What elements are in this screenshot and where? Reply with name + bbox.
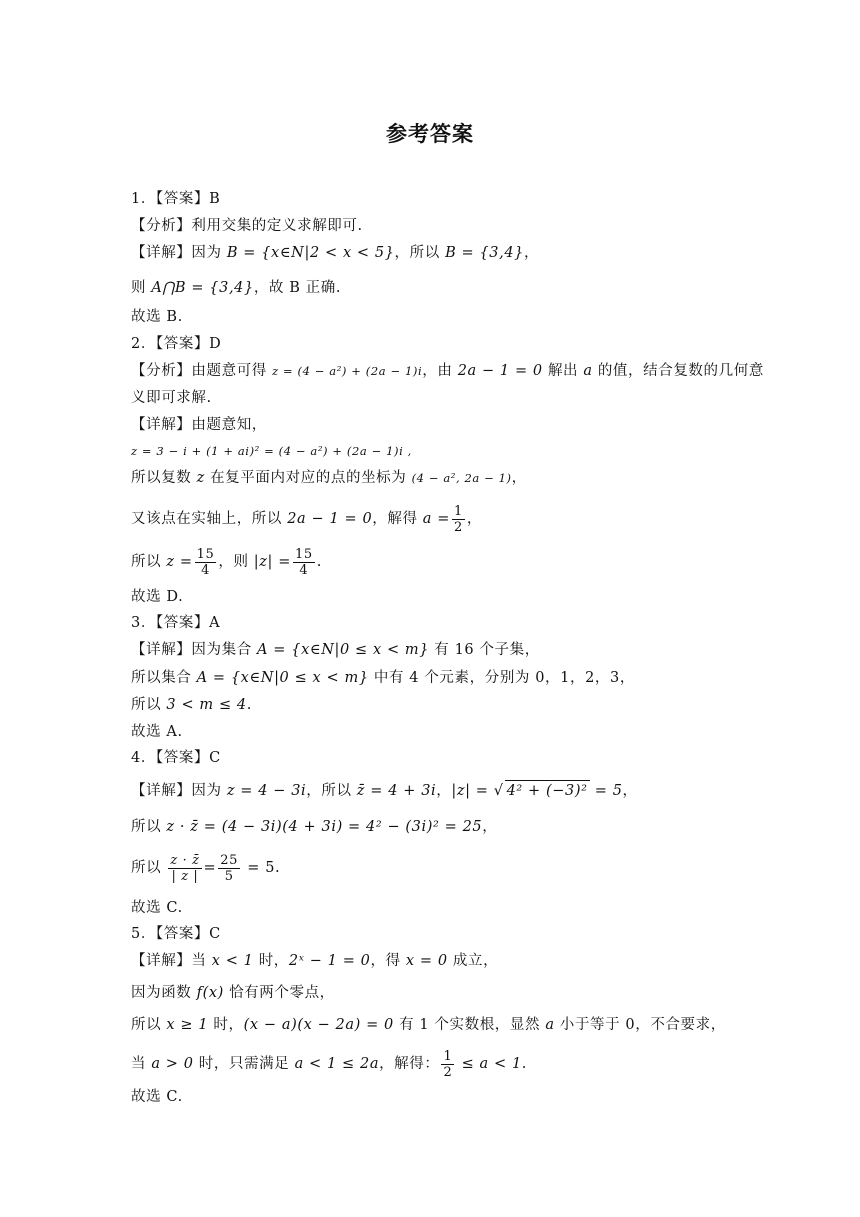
q3-detail-2 <box>131 668 731 688</box>
q5-detail <box>131 951 731 971</box>
q1-intersection: A⋂B = {3,4} <box>151 280 254 296</box>
q4-product: z · z̄ = (4 − 3i)(4 + 3i) = 4² − (3i)² = 25 <box>166 819 483 835</box>
q2-answer: 2．【答案】D <box>131 336 222 352</box>
q1-detail-label: 【详解】因为 <box>131 245 227 261</box>
q4-radicand: 4² + (−3)² <box>505 780 590 801</box>
q3-set-a: A = {x∈N|0 ≤ x < m} <box>196 670 369 686</box>
q4-equals: = <box>203 860 217 876</box>
q4-text: 所以 <box>131 819 167 835</box>
q5-cond: a > 0 <box>151 1056 194 1072</box>
q5-text: 因为函数 <box>131 985 197 1001</box>
q2-analysis <box>131 361 764 381</box>
q3-text: 有 16 个子集， <box>429 642 540 658</box>
sqrt-icon: √ <box>493 783 504 799</box>
q4-punct: ， <box>622 783 638 799</box>
q1-punct: ， <box>524 245 540 261</box>
q4-abs-z: |z| = <box>451 783 494 799</box>
q5-cond: x ≥ 1 <box>166 1017 209 1033</box>
q1-set-b: B = {x∈N|2 < x < 5} <box>226 245 395 261</box>
q5-text: ，解得： <box>379 1056 440 1072</box>
q1-answer: 1．【答案】B <box>131 191 221 207</box>
q5-result: ≤ a < 1. <box>456 1056 527 1072</box>
q4-answer: 4．【答案】C <box>131 750 221 766</box>
q5-answer: 5．【答案】C <box>131 926 221 942</box>
q4-punct: ， <box>436 783 452 799</box>
q5-cond: x < 1 <box>211 953 254 969</box>
q4-result: = 5 <box>589 783 623 799</box>
q4-text: ，所以 <box>306 783 357 799</box>
denominator: 4 <box>201 562 210 578</box>
q2-text: 所以 <box>131 554 167 570</box>
q2-eq: 2a − 1 = 0 <box>457 363 543 379</box>
q2-z-eq: z = <box>166 554 193 570</box>
q5-eq: (x − a)(x − 2a) = 0 <box>243 1017 394 1033</box>
q2-detail-4 <box>131 503 731 535</box>
q2-detail: 【详解】由题意知， <box>131 417 267 433</box>
q3-detail <box>131 640 731 660</box>
q3-punct: . <box>246 697 252 713</box>
q2-point: (4 − a², 2a − 1) <box>411 471 512 485</box>
q5-var-a: a <box>545 1017 555 1033</box>
q5-text: ，得 <box>370 953 406 969</box>
q5-text: 时， <box>208 1017 244 1033</box>
q5-text: 恰有两个零点， <box>223 985 335 1001</box>
denominator: 2 <box>454 519 463 535</box>
q5-root: x = 0 <box>405 953 448 969</box>
q4-text: 【详解】因为 <box>131 783 227 799</box>
q2-select: 故选 D. <box>131 589 184 605</box>
q4-detail-3 <box>131 850 731 886</box>
denominator: | z | <box>171 868 199 884</box>
q2-punct: . <box>316 554 322 570</box>
numerator: 1 <box>443 1048 453 1064</box>
q3-answer: 3．【答案】A <box>131 615 221 631</box>
q2-text: 所以复数 <box>131 470 197 486</box>
q2-detail-3 <box>131 468 731 488</box>
q1-analysis: 【分析】利用交集的定义求解即可. <box>131 218 363 234</box>
q2-fraction <box>452 504 465 535</box>
q5-text: 时，只需满足 <box>193 1056 295 1072</box>
q5-text: 有 1 个实数根，显然 <box>393 1017 546 1033</box>
q2-var-a: a <box>583 363 593 379</box>
q4-z: z = 4 − 3i <box>226 783 307 799</box>
q3-detail-3 <box>131 695 731 715</box>
q5-text: 成立， <box>447 953 499 969</box>
q2-fraction <box>195 547 217 578</box>
q2-punct: ， <box>511 470 527 486</box>
q2-text: ，则 <box>218 554 254 570</box>
q5-text: 小于等于 0，不合要求， <box>554 1017 726 1033</box>
q2-equation: z = 3 − i + (1 + ai)² = (4 − a²) + (2a − 1)i , <box>131 444 412 458</box>
q5-text: 【详解】当 <box>131 953 212 969</box>
q3-text: 中有 4 个元素，分别为 0，1，2，3， <box>368 670 635 686</box>
q1-detail-2 <box>131 278 731 298</box>
q2-text: 在复平面内对应的点的坐标为 <box>204 470 412 486</box>
q4-detail <box>131 780 731 801</box>
q3-text: 所以集合 <box>131 670 197 686</box>
q2-detail-5 <box>131 546 731 578</box>
q4-fraction <box>168 853 201 884</box>
q2-abs-z: |z| = <box>253 554 291 570</box>
denominator: 2 <box>443 1064 453 1080</box>
q4-text: 所以 <box>131 860 167 876</box>
q5-detail-2 <box>131 983 731 1003</box>
q4-z-conj: z̄ = 4 + 3i <box>356 783 437 799</box>
q5-ineq: a < 1 ≤ 2a <box>294 1056 380 1072</box>
denominator: 4 <box>299 562 309 578</box>
q1-select: 故选 B. <box>131 309 183 325</box>
q4-detail-2 <box>131 817 731 837</box>
q3-text: 【详解】因为集合 <box>131 642 258 658</box>
q4-select: 故选 C. <box>131 900 183 916</box>
q2-a-eq: a = <box>422 511 451 527</box>
q2-text: ，解得 <box>372 511 423 527</box>
q2-text: 解出 <box>542 363 584 379</box>
q2-analysis-label: 【分析】由题意可得 <box>131 363 273 379</box>
numerator: 15 <box>196 546 215 562</box>
q1-conclusion: ，故 B 正确. <box>253 280 342 296</box>
q3-text: 所以 <box>131 697 167 713</box>
q2-fraction <box>293 547 315 578</box>
q5-eq: 2ˣ − 1 = 0 <box>288 953 371 969</box>
q1-detail <box>131 243 731 263</box>
q5-text: 所以 <box>131 1017 167 1033</box>
numerator: z · z̄ <box>170 852 200 868</box>
q3-select: 故选 A. <box>131 724 183 740</box>
q1-text: ，所以 <box>394 245 446 261</box>
q5-select: 故选 C. <box>131 1089 183 1105</box>
q2-eq: 2a − 1 = 0 <box>287 511 373 527</box>
q2-text: 又该点在实轴上，所以 <box>131 511 288 527</box>
q5-detail-4 <box>131 1047 731 1081</box>
q4-punct: ， <box>482 819 498 835</box>
q5-text: 当 <box>131 1056 152 1072</box>
q2-text: 的值，结合复数的几何意 <box>592 363 764 379</box>
q4-fraction <box>218 853 240 884</box>
q3-set-a: A = {x∈N|0 ≤ x < m} <box>257 642 430 658</box>
q4-result: = 5. <box>242 860 281 876</box>
q2-z-expr: z = (4 − a²) + (2a − 1)i <box>272 364 423 378</box>
page-title: 参考答案 <box>386 122 474 146</box>
q2-punct: ， <box>466 511 482 527</box>
q2-text: ，由 <box>422 363 458 379</box>
q1-then: 则 <box>131 280 152 296</box>
q5-detail-3 <box>131 1015 731 1035</box>
q5-fraction <box>441 1049 454 1080</box>
q1-set-b-value: B = {3,4} <box>445 245 524 261</box>
q3-inequality: 3 < m ≤ 4 <box>166 697 247 713</box>
denominator: 5 <box>224 868 234 884</box>
q5-text: 时， <box>253 953 289 969</box>
q2-var-z: z <box>196 470 205 486</box>
numerator: 1 <box>454 503 463 519</box>
q2-analysis-2: 义即可求解. <box>131 390 212 406</box>
numerator: 15 <box>294 546 313 562</box>
q5-func: f(x) <box>196 985 224 1001</box>
numerator: 25 <box>220 852 239 868</box>
